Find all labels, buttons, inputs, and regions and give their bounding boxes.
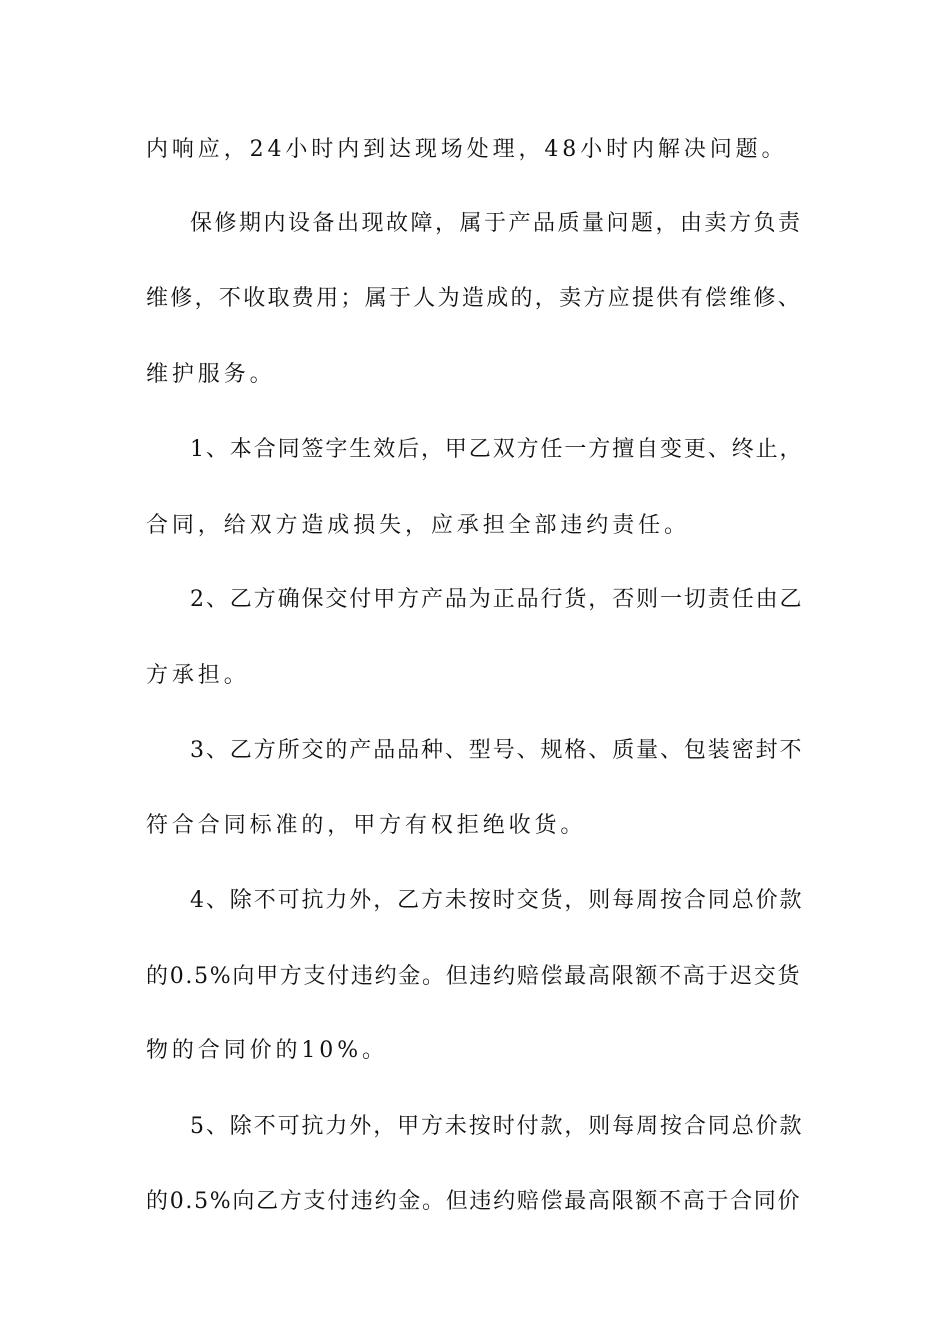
text-line-3: 维修，不收取费用；属于人为造成的，卖方应提供有偿维修、: [146, 286, 803, 311]
text-line-11: 4、除不可抗力外，乙方未按时交货，则每周按合同总价款: [190, 888, 804, 913]
text-line-15: 的0.5%向乙方支付违约金。但违约赔偿最高限额不高于合同价: [146, 1189, 802, 1214]
text-line-12: 的0.5%向甲方支付违约金。但违约赔偿最高限额不高于迟交货: [146, 964, 802, 989]
text-line-9: 3、乙方所交的产品品种、型号、规格、质量、包装密封不: [190, 738, 804, 763]
text-line-13: 物的合同价的10%。: [146, 1038, 388, 1063]
text-line-5: 1、本合同签字生效后，甲乙双方任一方擅自变更、终止，: [190, 437, 804, 462]
text-line-7: 2、乙方确保交付甲方产品为正品行货，否则一切责任由乙: [190, 587, 804, 612]
text-line-2: 保修期内设备出现故障，属于产品质量问题，由卖方负责: [190, 211, 803, 236]
text-line-14: 5、除不可抗力外，甲方未按时付款，则每周按合同总价款: [190, 1114, 804, 1139]
text-line-1: 内响应，24小时内到达现场处理，48小时内解决问题。: [146, 137, 788, 162]
text-line-4: 维护服务。: [146, 362, 276, 387]
text-line-10: 符合合同标准的，甲方有权拒绝收货。: [146, 813, 587, 838]
text-line-8: 方承担。: [146, 663, 250, 688]
text-line-6: 合同，给双方造成损失，应承担全部违约责任。: [146, 513, 690, 538]
